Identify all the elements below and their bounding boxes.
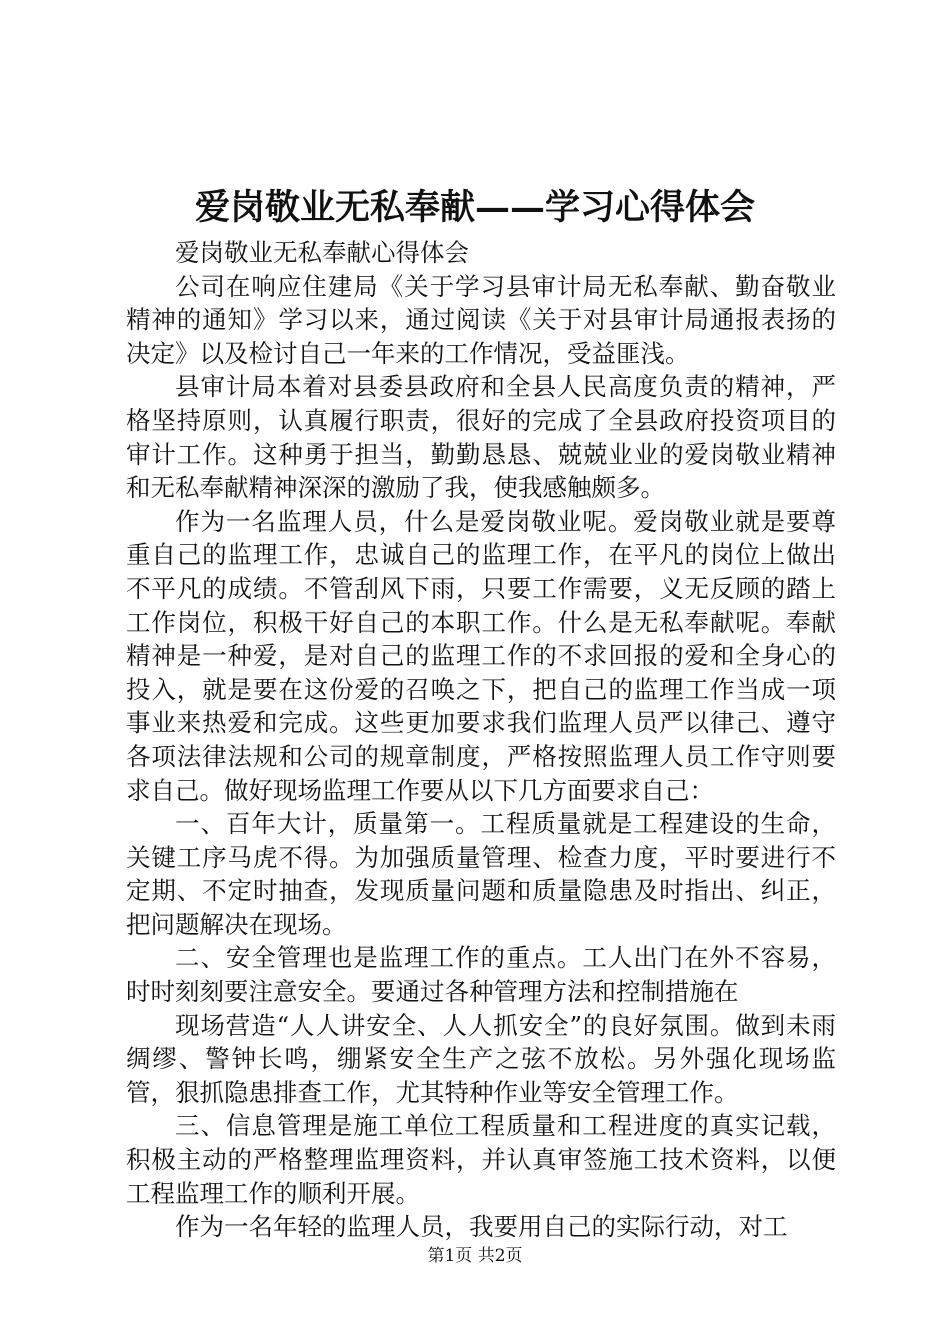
paragraph-audit-bureau: 县审计局本着对县委县政府和全县人民高度负责的精神，严格坚持原则，认真履行职责，很好的完成了全县政府投资项目的审计工作。这种勇于担当，勤勤恳恳、兢兢业业的爱岗敬业精神和无私奉献精神深深的激励了我，使我感触颇多。 xyxy=(126,372,836,503)
paragraph-subtitle: 爱岗敬业无私奉献心得体会 xyxy=(175,238,469,267)
paragraph-intro: 公司在响应住建局《关于学习县审计局无私奉献、勤奋敬业精神的通知》学习以来，通过阅读《关于对县审计局通报表扬的决定》以及检讨自己一年来的工作情况，受益匪浅。 xyxy=(126,271,836,368)
paragraph-safety-continued: 现场营造“人人讲安全、人人抓安全”的良好氛围。做到未雨绸缪、警钟长鸣，绷紧安全生产之弦不放松。另外强化现场监管，狠抓隐患排查工作，尤其特种作业等安全管理工作。 xyxy=(126,1010,836,1107)
paragraph-safety: 二、安全管理也是监理工作的重点。工人出门在外不容易，时时刻刻要注意安全。要通过各种管理方法和控制措施在 xyxy=(126,943,836,1007)
paragraph-information: 三、信息管理是施工单位工程质量和工程进度的真实记载，积极主动的严格整理监理资料，并认真审签施工技术资料，以便工程监理工作的顺利开展。 xyxy=(126,1111,836,1208)
paragraph-dedication: 作为一名监理人员，什么是爱岗敬业呢。爱岗敬业就是要尊重自己的监理工作，忠诚自己的监理工作，在平凡的岗位上做出不平凡的成绩。不管刮风下雨，只要工作需要，义无反顾的踏上工作岗位，积极干好自己的本职工作。什么是无私奉献呢。奉献精神是一种爱，是对自己的监理工作的不求回报的爱和全身心的投入，就是要在这份爱的召唤之下，把自己的监理工作当成一项事业来热爱和完成。这些更加要求我们监理人员严以律己、遵守各项法律法规和公司的规章制度，严格按照监理人员工作守则要求自己。做好现场监理工作要从以下几方面要求自己： xyxy=(126,506,836,805)
page-number: 第1页 共2页 xyxy=(427,1246,523,1266)
paragraph-quality: 一、百年大计，质量第一。工程质量就是工程建设的生命，关键工序马虎不得。为加强质量管理、检查力度，平时要进行不定期、不定时抽查，发现质量问题和质量隐患及时指出、纠正，把问题解决在现场。 xyxy=(126,809,836,939)
paragraph-closing: 作为一名年轻的监理人员，我要用自己的实际行动，对工 xyxy=(175,1212,788,1242)
document-body xyxy=(126,236,836,1244)
document-title: 爱岗敬业无私奉献——学习心得体会 xyxy=(194,187,755,228)
